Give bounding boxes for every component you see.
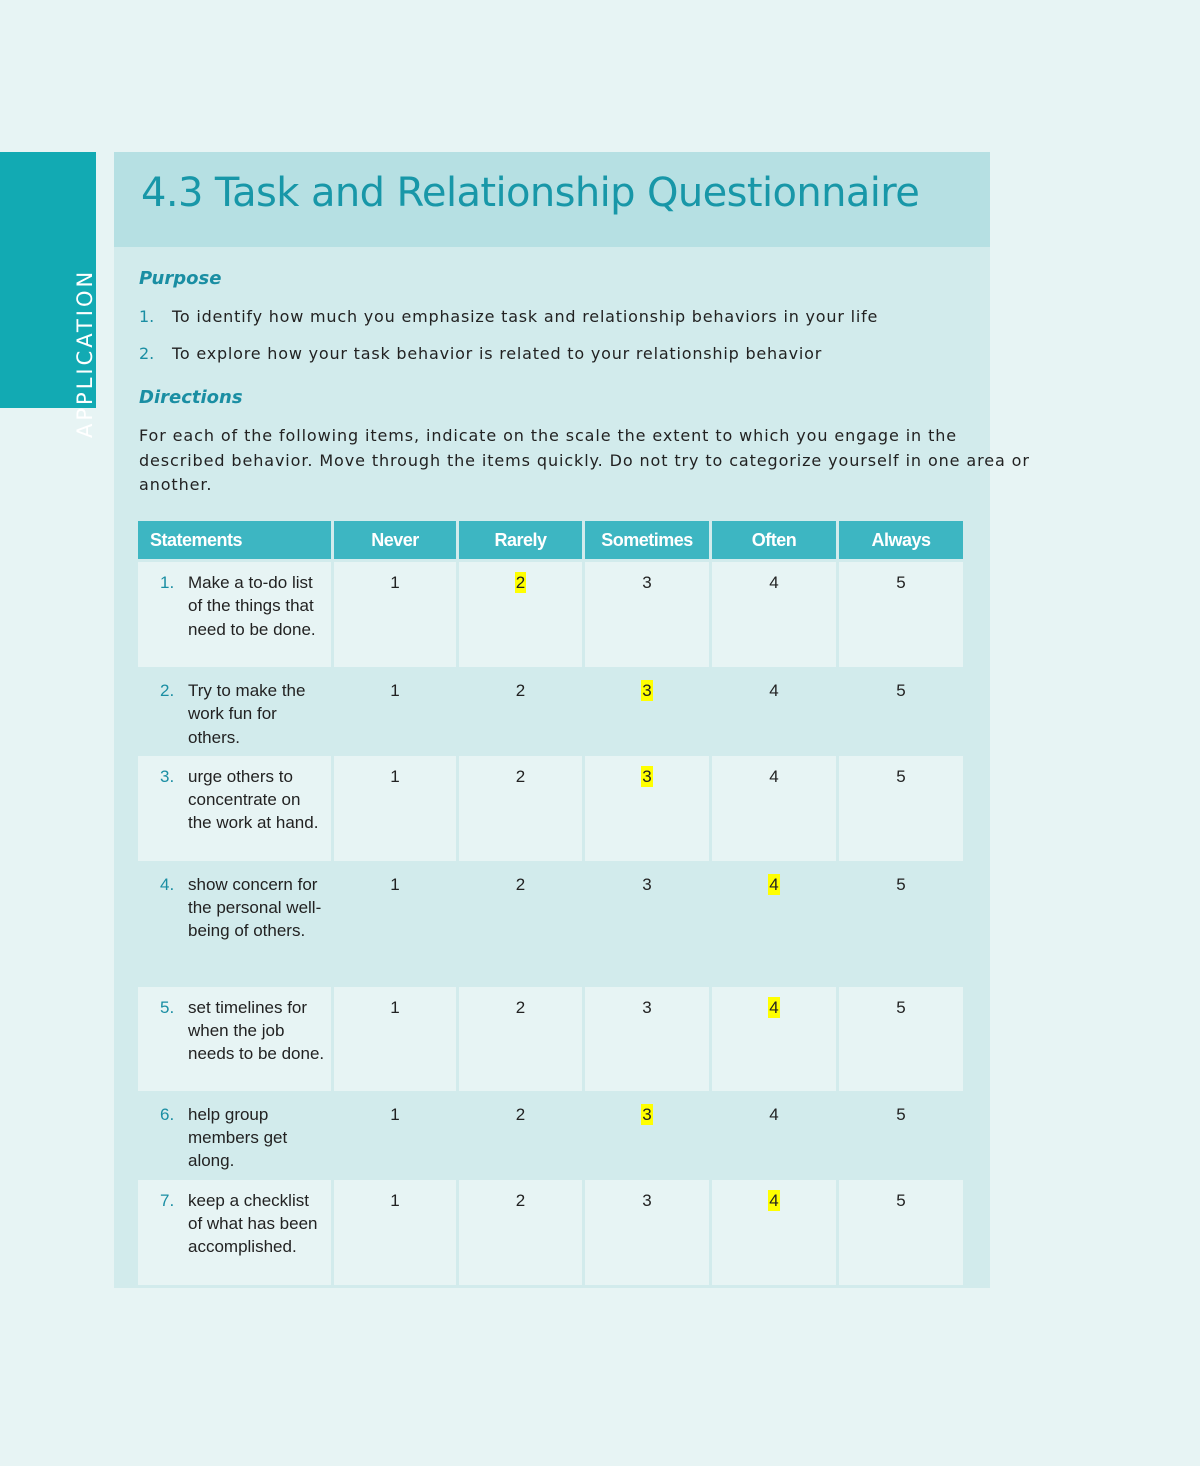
statement-text: show concern for the personal well-being of others.	[188, 874, 322, 941]
rating-value-selected: 2	[515, 573, 526, 592]
rating-cell[interactable]	[334, 670, 456, 753]
purpose-item-number: 2.	[139, 344, 155, 363]
purpose-heading: Purpose	[139, 268, 222, 289]
questionnaire-panel	[114, 152, 1030, 1288]
purpose-item-text: To explore how your task behavior is related to your relationship behavior	[172, 344, 823, 363]
rating-value: 5	[896, 1104, 906, 1124]
rating-value: 5	[896, 1190, 906, 1210]
statement-text: urge others to concentrate on the work at hand.	[188, 766, 319, 833]
rating-value: 5	[896, 874, 906, 894]
rating-cell[interactable]	[839, 987, 963, 1091]
statement-number: 1.	[160, 573, 175, 592]
statement-number: 6.	[160, 1104, 175, 1124]
rating-cell[interactable]	[712, 562, 836, 667]
rating-value: 3	[642, 573, 652, 592]
header-never: Never	[334, 521, 456, 559]
statement-text: keep a checklist of what has been accomplished.	[188, 1190, 318, 1257]
statement-cell	[138, 670, 331, 753]
table-row	[138, 670, 963, 753]
rating-value-selected: 4	[769, 874, 779, 894]
table-row	[138, 1180, 963, 1285]
rating-cell[interactable]	[334, 562, 456, 667]
statement-cell	[138, 1180, 331, 1285]
table-body	[138, 562, 963, 1285]
table-row	[138, 562, 963, 667]
rating-cell[interactable]	[839, 1094, 963, 1177]
rating-value: 2	[515, 1190, 526, 1210]
rating-value: 3	[642, 874, 652, 894]
statement-cell	[138, 864, 331, 984]
rating-value: 2	[515, 766, 526, 786]
purpose-item-number: 1.	[139, 307, 155, 326]
purpose-item	[139, 344, 878, 381]
statement-number: 3.	[160, 766, 175, 786]
rating-value: 3	[642, 997, 652, 1017]
rating-cell[interactable]	[334, 987, 456, 1091]
header-always: Always	[839, 521, 963, 559]
rating-value: 3	[642, 1190, 652, 1210]
purpose-item-text: To identify how much you emphasize task and relationship behaviors in your life	[172, 307, 879, 326]
rating-cell[interactable]	[585, 1180, 709, 1285]
directions-heading: Directions	[139, 387, 243, 408]
rating-cell[interactable]	[712, 1180, 836, 1285]
rating-value: 2	[515, 874, 526, 894]
rating-value: 2	[515, 681, 526, 700]
rating-cell[interactable]	[585, 756, 709, 861]
rating-cell[interactable]	[839, 670, 963, 753]
rating-cell[interactable]	[459, 1180, 582, 1285]
rating-value: 1	[390, 1104, 400, 1124]
rating-value: 2	[515, 997, 526, 1017]
rating-value: 1	[390, 997, 400, 1017]
statement-cell	[138, 562, 331, 667]
statement-cell	[138, 987, 331, 1091]
side-tab	[0, 152, 97, 438]
rating-value-selected: 3	[642, 681, 652, 700]
statement-text: Try to make the work fun for others.	[188, 681, 306, 747]
rating-cell[interactable]	[334, 1180, 456, 1285]
rating-cell[interactable]	[459, 670, 582, 753]
rating-cell[interactable]	[459, 756, 582, 861]
rating-cell[interactable]	[712, 864, 836, 984]
rating-cell[interactable]	[839, 1180, 963, 1285]
rating-value: 4	[769, 681, 779, 700]
rating-cell[interactable]	[712, 1094, 836, 1177]
rating-value: 5	[896, 997, 906, 1017]
rating-value-selected: 3	[642, 766, 652, 786]
rating-cell[interactable]	[585, 1094, 709, 1177]
rating-value-selected: 3	[642, 1104, 652, 1124]
purpose-item	[139, 307, 878, 344]
header-often: Often	[712, 521, 836, 559]
rating-value: 1	[390, 766, 400, 786]
header-rarely: Rarely	[459, 521, 582, 559]
rating-cell[interactable]	[839, 756, 963, 861]
rating-cell[interactable]	[585, 670, 709, 753]
table-row	[138, 1094, 963, 1177]
rating-value: 1	[390, 573, 400, 592]
rating-cell[interactable]	[712, 670, 836, 753]
rating-cell[interactable]	[334, 1094, 456, 1177]
statement-number: 2.	[160, 681, 175, 700]
rating-value: 1	[390, 874, 400, 894]
rating-value: 5	[896, 573, 906, 592]
rating-value: 4	[769, 1104, 779, 1124]
rating-cell[interactable]	[334, 756, 456, 861]
rating-value: 2	[515, 1104, 526, 1124]
rating-value: 4	[769, 766, 779, 786]
header-sometimes: Sometimes	[585, 521, 709, 559]
rating-cell[interactable]	[459, 1094, 582, 1177]
table-row	[138, 987, 963, 1091]
rating-value-selected: 4	[769, 997, 779, 1017]
statement-text: help group members get along.	[188, 1104, 288, 1171]
directions-text: For each of the following items, indicate on the scale the extent to which you engage in the described behavior. Move through the items quickly. Do not try to categorize yourself in one area or another.	[139, 426, 1030, 494]
title-bar	[114, 152, 990, 247]
questionnaire-table	[135, 518, 966, 1288]
rating-cell[interactable]	[712, 987, 836, 1091]
statement-cell	[138, 756, 331, 861]
statement-number: 5.	[160, 997, 175, 1017]
rating-cell[interactable]	[585, 987, 709, 1091]
rating-cell[interactable]	[839, 864, 963, 984]
purpose-list	[139, 307, 878, 381]
rating-cell[interactable]	[839, 562, 963, 667]
header-statements: Statements	[138, 521, 331, 559]
statement-text: Make a to-do list of the things that need to be done.	[188, 573, 316, 639]
table-header-row	[138, 521, 963, 559]
rating-cell[interactable]	[459, 562, 582, 667]
rating-value: 1	[390, 1190, 400, 1210]
statement-number: 4.	[160, 874, 175, 894]
rating-value: 5	[896, 766, 906, 786]
rating-value: 1	[390, 681, 400, 700]
rating-value: 4	[769, 573, 779, 592]
statement-cell	[138, 1094, 331, 1177]
statement-text: set timelines for when the job needs to be done.	[188, 997, 325, 1064]
statement-number: 7.	[160, 1190, 175, 1210]
table-row	[138, 756, 963, 861]
page-title: 4.3 Task and Relationship Questionnaire	[141, 170, 920, 216]
table-row	[138, 864, 963, 984]
rating-cell[interactable]	[459, 987, 582, 1091]
side-tab-label: APPLICATION	[73, 268, 97, 438]
rating-cell[interactable]	[334, 864, 456, 984]
rating-cell[interactable]	[585, 864, 709, 984]
rating-value: 5	[896, 681, 906, 700]
rating-cell[interactable]	[712, 756, 836, 861]
rating-cell[interactable]	[459, 864, 582, 984]
rating-value-selected: 4	[769, 1190, 779, 1210]
rating-cell[interactable]	[585, 562, 709, 667]
